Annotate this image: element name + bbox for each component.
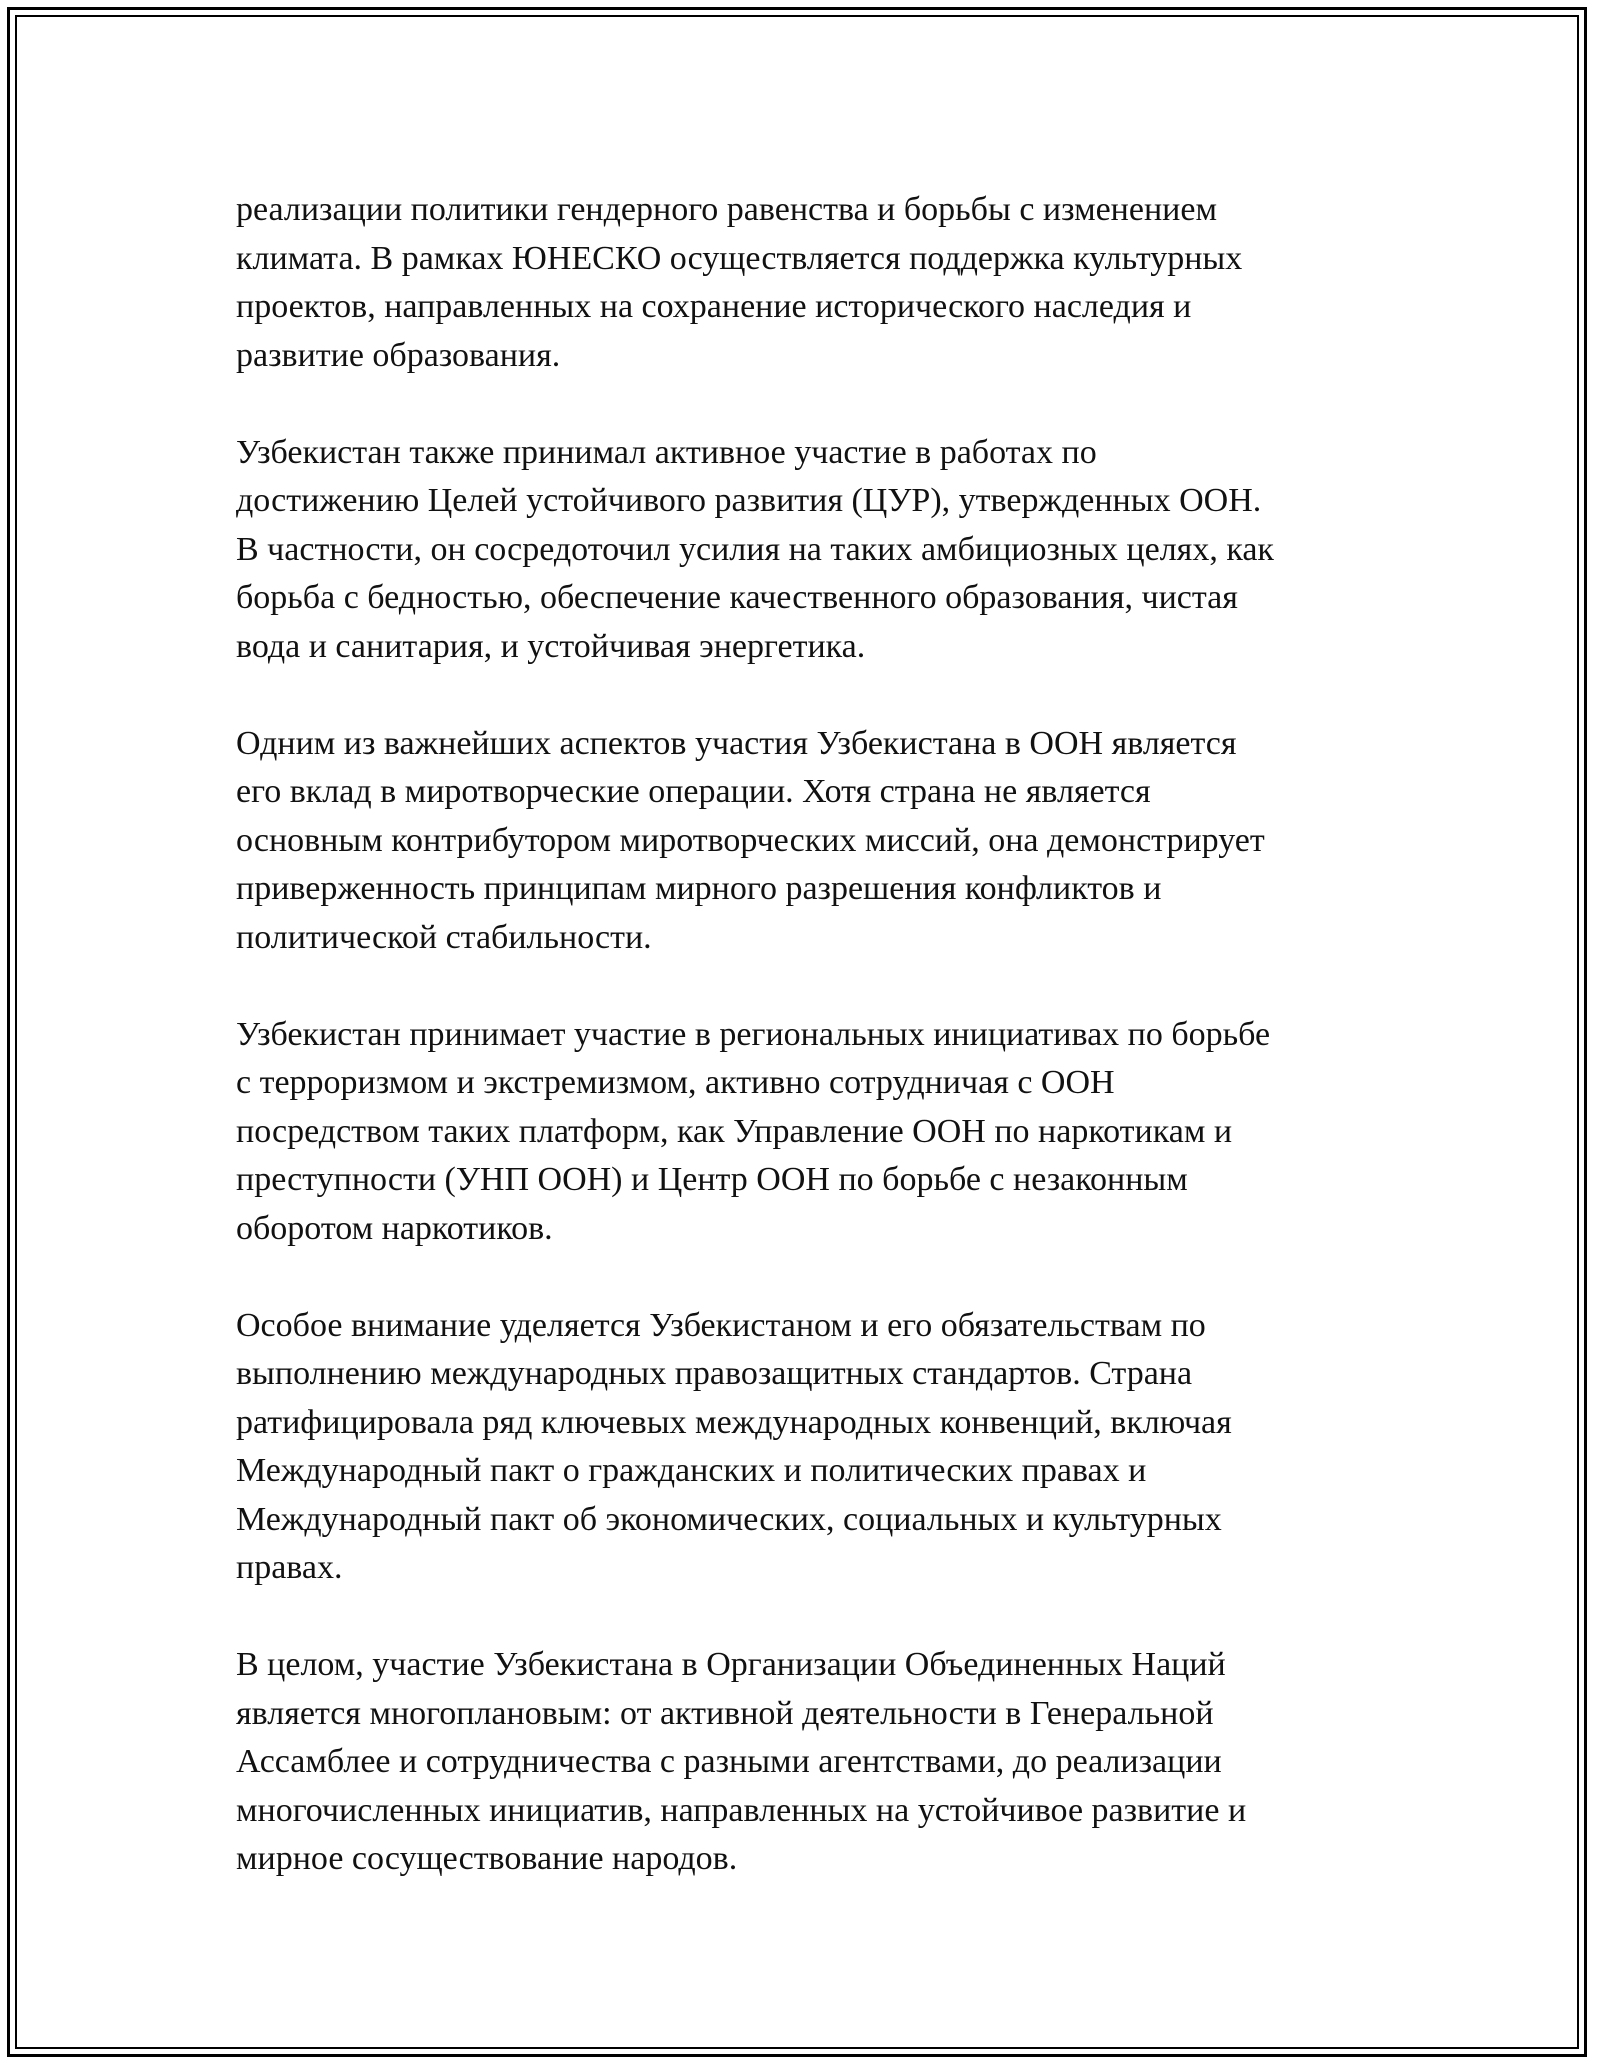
paragraph-4	[236, 1011, 1386, 1254]
paragraph-6	[236, 1641, 1386, 1884]
text-line: правах.	[236, 1549, 343, 1586]
text-line: Международный пакт об экономических, социальных и культурных	[236, 1500, 1222, 1538]
text-line: приверженность принципам мирного разрешения конфликтов и	[236, 870, 1162, 907]
text-line: политической стабильности.	[236, 918, 652, 956]
text-line: ратифицировала ряд ключевых международных конвенций, включая	[236, 1403, 1232, 1441]
text-line: выполнению международных правозащитных стандартов. Страна	[236, 1355, 1193, 1392]
text-line: реализации политики гендерного равенства и борьбы с изменением	[236, 191, 1217, 228]
text-line: Международный пакт о гражданских и политических правах и	[236, 1452, 1147, 1489]
text-line: многочисленных инициатив, направленных на устойчивое развитие и	[236, 1791, 1247, 1829]
text-line: вода и санитария, и устойчивая энергетика.	[236, 627, 866, 665]
text-line: Узбекистан также принимал активное участие в работах по	[236, 433, 1097, 471]
text-line: Одним из важнейших аспектов участия Узбекистана в ООН является	[236, 724, 1237, 762]
paragraph-2	[236, 429, 1386, 672]
text-line: мирное сосуществование народов.	[236, 1840, 738, 1877]
text-line: В целом, участие Узбекистана в Организации Объединенных Наций	[236, 1646, 1226, 1683]
text-line: достижению Целей устойчивого развития (ЦУР), утвержденных ООН.	[236, 482, 1262, 519]
text-line: является многоплановым: от активной деятельности в Генеральной	[236, 1694, 1214, 1732]
paragraph-3	[236, 720, 1386, 963]
text-line: В частности, он сосредоточил усилия на таких амбициозных целях, как	[236, 530, 1274, 568]
document-body	[236, 186, 1386, 1932]
text-line: климата. В рамках ЮНЕСКО осуществляется поддержка культурных	[236, 239, 1243, 277]
paragraph-1	[236, 186, 1386, 380]
text-line: развитие образования.	[236, 336, 561, 374]
text-line: преступности (УНП ООН) и Центр ООН по борьбе с незаконным	[236, 1161, 1188, 1198]
text-line: Узбекистан принимает участие в региональных инициативах по борьбе	[236, 1015, 1271, 1053]
paragraph-5	[236, 1302, 1386, 1593]
text-line: посредством таких платформ, как Управление ООН по наркотикам и	[236, 1112, 1233, 1150]
text-line: с терроризмом и экстремизмом, активно сотрудничая с ООН	[236, 1064, 1115, 1101]
text-line: его вклад в миротворческие операции. Хотя страна не является	[236, 773, 1151, 810]
text-line: Особое внимание уделяется Узбекистаном и его обязательствам по	[236, 1306, 1206, 1344]
text-line: оборотом наркотиков.	[236, 1209, 553, 1247]
text-line: Ассамблее и сотрудничества с разными агентствами, до реализации	[236, 1743, 1222, 1780]
text-line: борьба с бедностью, обеспечение качественного образования, чистая	[236, 579, 1238, 616]
text-line: основным контрибутором миротворческих миссий, она демонстрирует	[236, 821, 1265, 859]
text-line: проектов, направленных на сохранение исторического наследия и	[236, 288, 1192, 325]
